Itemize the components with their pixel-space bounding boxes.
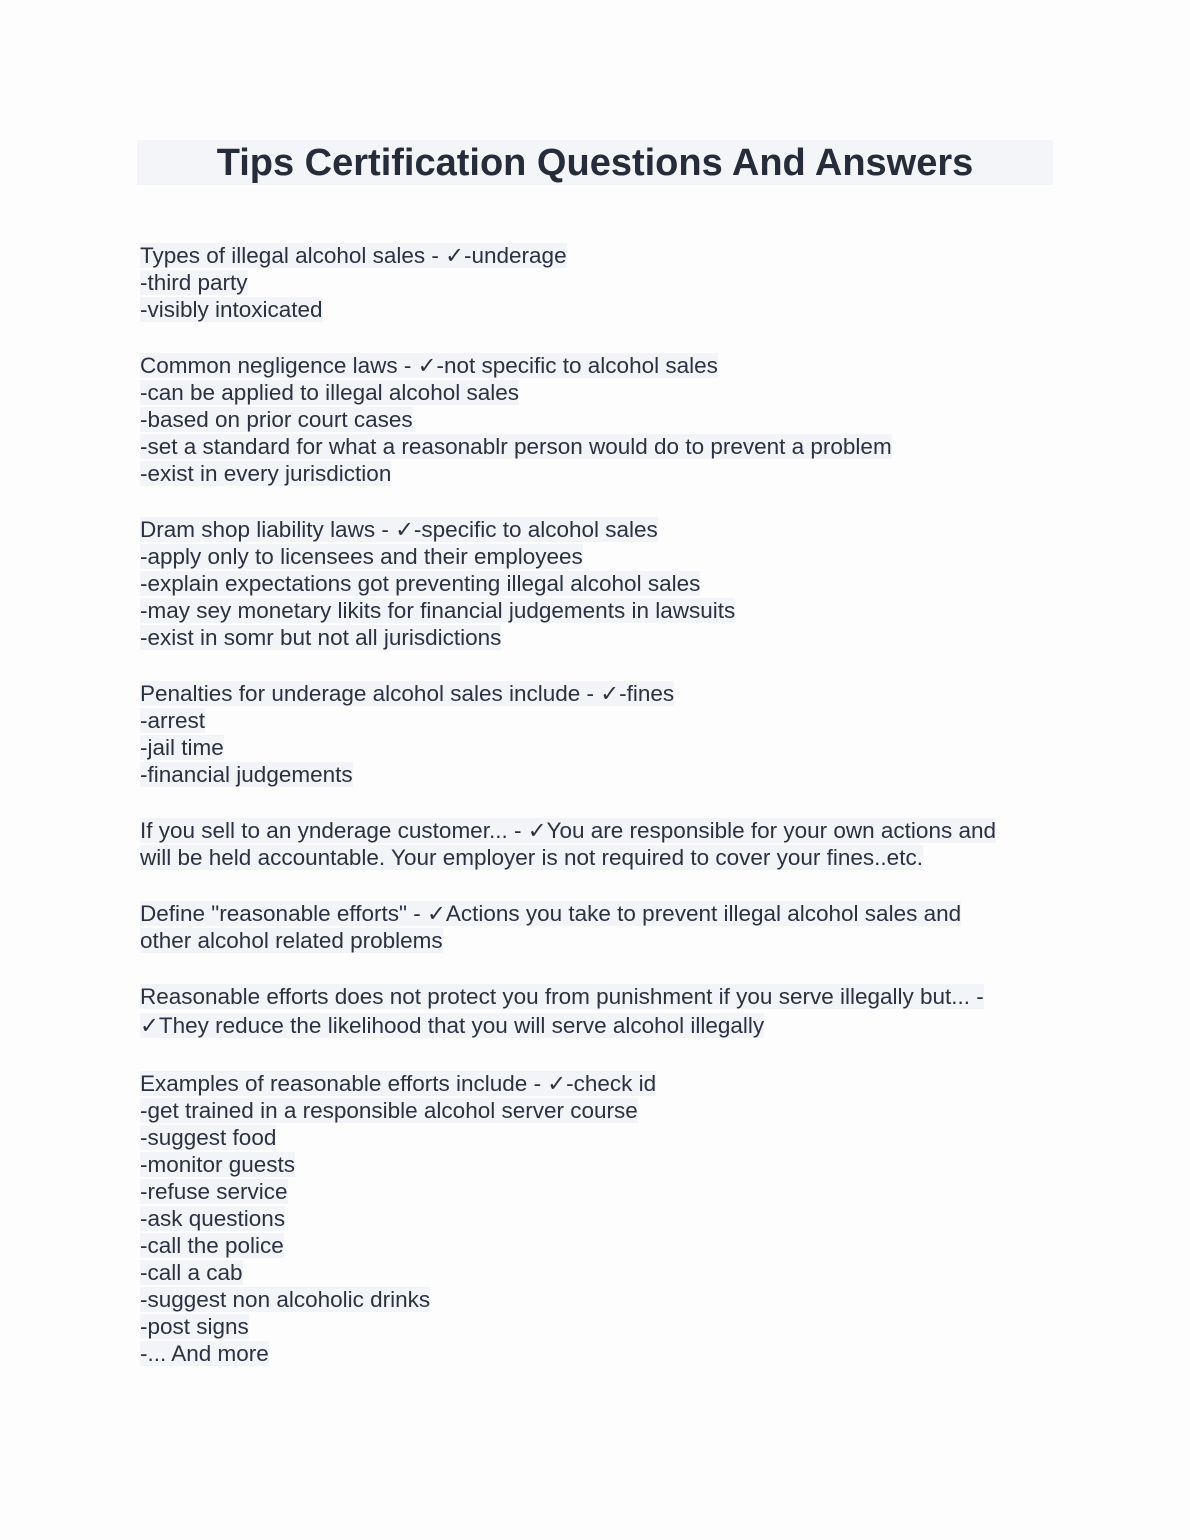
qa-line: Types of illegal alcohol sales - ✓-underage bbox=[140, 243, 567, 268]
qa-line: Dram shop liability laws - ✓-specific to alcohol sales bbox=[140, 517, 658, 542]
qa-line: -suggest non alcoholic drinks bbox=[140, 1287, 431, 1312]
qa-line: -get trained in a responsible alcohol server course bbox=[140, 1098, 638, 1123]
qa-line: -monitor guests bbox=[140, 1152, 296, 1177]
qa-line: -explain expectations got preventing illegal alcohol sales bbox=[140, 571, 701, 596]
qa-line: -call a cab bbox=[140, 1260, 243, 1285]
qa-line: If you sell to an ynderage customer... - ✓You are responsible for your own actions and bbox=[140, 818, 996, 843]
qa-item-illegal-sales bbox=[140, 242, 1040, 323]
qa-item-reasonable-efforts-definition bbox=[140, 900, 1040, 954]
qa-line: -apply only to licensees and their employees bbox=[140, 544, 583, 569]
qa-item-reasonable-efforts-protection bbox=[140, 983, 1040, 1041]
qa-line: -third party bbox=[140, 270, 248, 295]
qa-line: Common negligence laws - ✓-not specific to alcohol sales bbox=[140, 353, 718, 378]
qa-item-reasonable-efforts-examples bbox=[140, 1070, 1040, 1367]
qa-item-dram-shop bbox=[140, 516, 1040, 651]
qa-line: other alcohol related problems bbox=[140, 928, 443, 953]
qa-line: -can be applied to illegal alcohol sales bbox=[140, 380, 519, 405]
qa-line: -call the police bbox=[140, 1233, 284, 1258]
qa-line: -exist in somr but not all jurisdictions bbox=[140, 625, 502, 650]
qa-line: Define "reasonable efforts" - ✓Actions you take to prevent illegal alcohol sales and bbox=[140, 901, 962, 926]
qa-line: Reasonable efforts does not protect you from punishment if you serve illegally but... - bbox=[140, 984, 984, 1009]
qa-line: -based on prior court cases bbox=[140, 407, 413, 432]
qa-line: -suggest food bbox=[140, 1125, 277, 1150]
qa-list bbox=[140, 242, 1040, 1396]
qa-line: -post signs bbox=[140, 1314, 249, 1339]
qa-item-penalties bbox=[140, 680, 1040, 788]
qa-line: Penalties for underage alcohol sales include - ✓-fines bbox=[140, 681, 675, 706]
qa-line: -visibly intoxicated bbox=[140, 297, 323, 322]
qa-line: -jail time bbox=[140, 735, 224, 760]
qa-item-underage-customer bbox=[140, 817, 1040, 871]
qa-line: -... And more bbox=[140, 1341, 269, 1366]
qa-line: -arrest bbox=[140, 708, 206, 733]
qa-line: -ask questions bbox=[140, 1206, 286, 1231]
qa-line: -exist in every jurisdiction bbox=[140, 461, 392, 486]
qa-item-negligence-laws bbox=[140, 352, 1040, 487]
qa-line: -refuse service bbox=[140, 1179, 288, 1204]
qa-line: Examples of reasonable efforts include - ✓-check id bbox=[140, 1071, 657, 1096]
qa-line: -set a standard for what a reasonablr person would do to prevent a problem bbox=[140, 434, 892, 459]
qa-line: will be held accountable. Your employer is not required to cover your fines..etc. bbox=[140, 845, 923, 870]
qa-line: -may sey monetary likits for financial judgements in lawsuits bbox=[140, 598, 736, 623]
qa-line: ✓They reduce the likelihood that you will serve alcohol illegally bbox=[140, 1013, 765, 1038]
qa-line: -financial judgements bbox=[140, 762, 353, 787]
page-title: Tips Certification Questions And Answers bbox=[216, 142, 974, 184]
